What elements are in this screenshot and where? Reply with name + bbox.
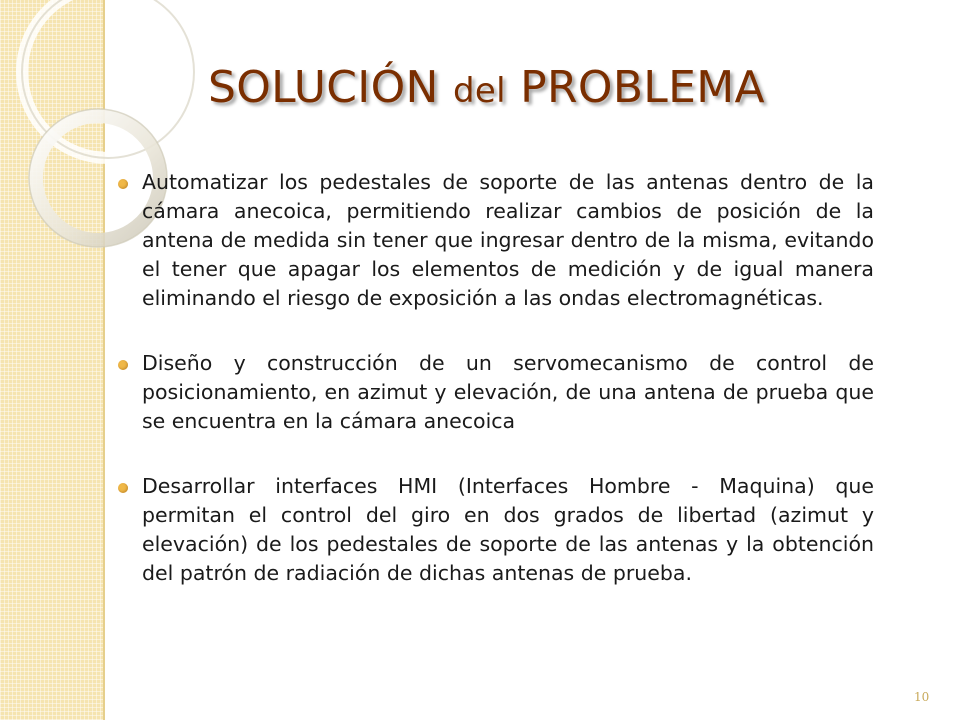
bullet-text: Diseño y construcción de un servomecanismo de control de posicionamiento, en azimut y elevación, de una antena de prueba que se encuentra en la cámara anecoica [142, 351, 874, 433]
title-part-problema: PROBLEMA [505, 62, 765, 113]
bullet-item [114, 168, 874, 313]
bullet-dot-icon [118, 483, 128, 493]
page-number: 10 [914, 690, 930, 704]
bullet-text: Desarrollar interfaces HMI (Interfaces Hombre - Maquina) que permitan el control del giro en dos grados de libertad (azimut y elevación) de los pedestales de soporte de las antenas y la obtención del patrón de radiación de dichas antenas de prueba. [142, 474, 874, 585]
title-part-del: del [453, 71, 506, 111]
bullet-text: Automatizar los pedestales de soporte de las antenas dentro de la cámara anecoica, permitiendo realizar cambios de posición de la antena de medida sin tener que ingresar dentro de la misma, evitando el tener que apagar los elementos de medición y de igual manera eliminando el riesgo de exposición a las ondas electromagnéticas. [142, 170, 874, 310]
bullet-item [114, 472, 874, 588]
title-part-solucion: SOLUCIÓN [208, 62, 454, 113]
bullet-list [114, 168, 874, 624]
bullet-item [114, 349, 874, 436]
slide-title [208, 58, 765, 121]
bullet-dot-icon [118, 179, 128, 189]
bullet-dot-icon [118, 360, 128, 370]
